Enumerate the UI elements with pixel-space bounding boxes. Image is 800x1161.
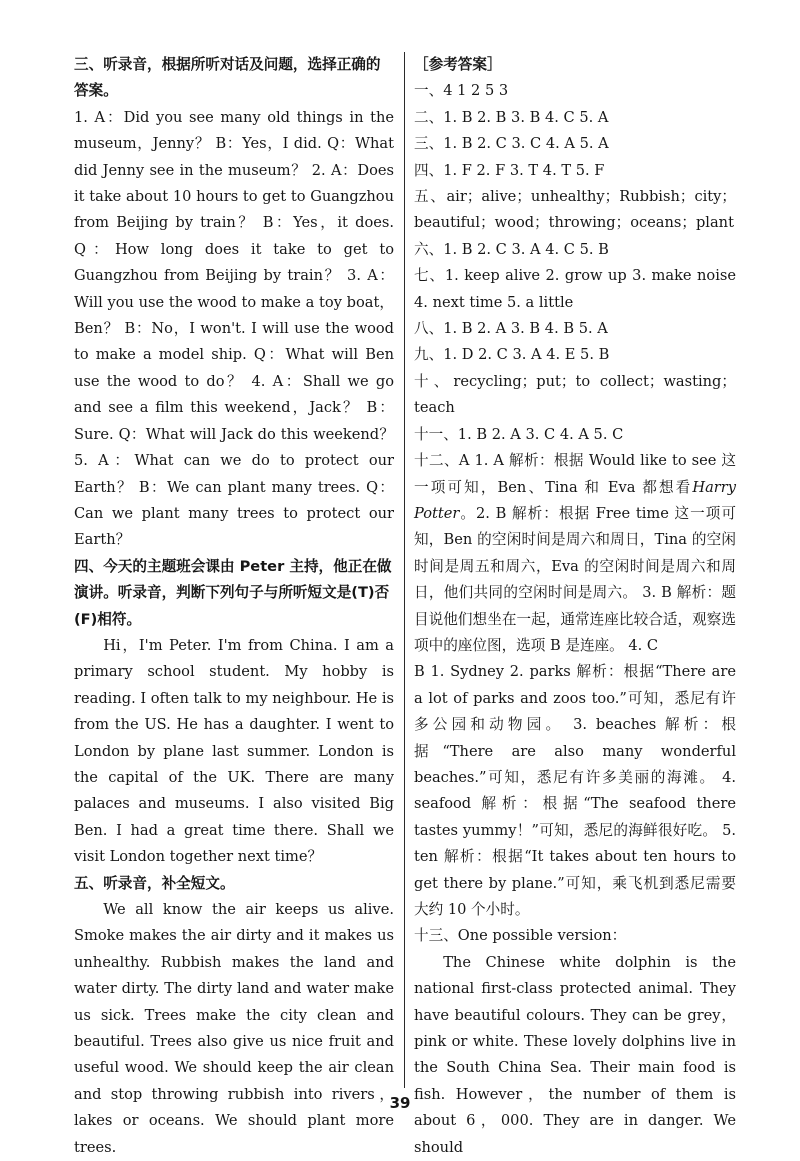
answer-8: 八、1. B 2. A 3. B 4. B 5. A: [414, 320, 608, 338]
answer-12a-rest: 2. B 解析：根据 Free time 这一项可知，Ben 的空闲时间是周六和周日，Tina 的空闲时间是周五和周六，Eva 的空闲时间是周六和周日，他们共同的空闲时间是周六。 3. B 解析：题目说他们想坐在一起，通常连座比较合适，观察选项中的座位图，选项 B 是连座。 4. C: [414, 504, 736, 654]
page-number: 39: [389, 1094, 411, 1112]
answer-12a-book-title: Harry Potter: [414, 478, 736, 522]
answer-9: 九、1. D 2. C 3. A 4. E 5. B: [414, 346, 610, 364]
section-3-transcript: 1. A：Did you see many old things in the museum，Jenny？ B：Yes，I did. Q：What did Jenny see in the museum？ 2. A：Does it take about 10 hours to get to Guangzhou from Beijing by train？ B：Yes，it does. Q：How long does it take to get to Guangzhou from Beijing by train？ 3. A：Will you use the wood to make a toy boat，Ben？ B：No，I won't. I will use the wood to make a model ship. Q：What will Ben use the wood to do？ 4. A：Shall we go and see a film this weekend，Jack？ B：Sure. Q：What will Jack do this weekend？ 5. A：What can we do to protect our Earth？ B：We can plant many trees. Q：Can we plant many trees to protect our Earth？: [74, 108, 394, 549]
answer-key-header: ［参考答案］: [414, 56, 502, 73]
answer-13-title: 十三、One possible version：: [414, 927, 627, 945]
answer-3: 三、1. B 2. C 3. C 4. A 5. A: [414, 135, 609, 153]
left-column: [74, 52, 394, 1161]
right-column: [414, 52, 736, 1161]
answer-4: 四、1. F 2. F 3. T 4. T 5. F: [414, 161, 605, 179]
answer-12b: B 1. Sydney 2. parks 解析：根据“There are a lot of parks and zoos too.”可知，悉尼有许多公园和动物园。 3. beaches 解析：根据“There are also many wonderful beaches.”可知，悉尼有许多美丽的海滩。 4. seafood 解析：根据“The seafood there tastes yummy！”可知，悉尼的海鲜很好吃。 5. ten 解析：根据“It takes about ten hours to get there by plane.”可知，乘飞机到悉尼需要大约 10 个小时。: [414, 663, 736, 918]
answer-13-essay: The Chinese white dolphin is the national first-class protected animal. They have beautiful colours. They can be grey，pink or white. These lovely dolphins live in the South China Sea. Their main food is fish. However，the number of them is about 6，000. They are in danger. We should: [414, 953, 736, 1156]
answer-12a: [414, 448, 736, 659]
answer-10: 十、recycling；put；to collect；wasting；teach: [414, 372, 736, 417]
section-4-title: 四、今天的主题班会课由 Peter 主持，他正在做演讲。听录音，判断下列句子与所听短文是(T)否(F)相符。: [74, 557, 392, 628]
answer-12a-period: 。: [459, 504, 477, 522]
answer-6: 六、1. B 2. C 3. A 4. C 5. B: [414, 240, 609, 258]
section-5-title: 五、听录音，补全短文。: [74, 874, 235, 892]
section-3-title: 三、听录音，根据所听对话及问题，选择正确的答案。: [74, 56, 381, 100]
answer-2: 二、1. B 2. B 3. B 4. C 5. A: [414, 108, 609, 126]
answer-5: 五、air；alive；unhealthy；Rubbish；city；beautiful；wood；throwing；oceans；plant: [414, 188, 736, 232]
section-4-transcript: Hi，I'm Peter. I'm from China. I am a primary school student. My hobby is reading. I often talk to my neighbour. He is from the US. He has a daughter. I went to London by plane last summer. London is the capital of the UK. There are many palaces and museums. I also visited Big Ben. I had a great time there. Shall we visit London together next time？: [74, 636, 394, 866]
column-divider: [404, 52, 405, 1088]
answer-1: 一、4 1 2 5 3: [414, 82, 509, 100]
answer-7: 七、1. keep alive 2. grow up 3. make noise 4. next time 5. a little: [414, 267, 736, 311]
answer-12a-text: 十二、A 1. A 解析：根据 Would like to see 这一项可知，Ben、Tina 和 Eva 都想看: [414, 452, 736, 496]
section-5-transcript: We all know the air keeps us alive. Smoke makes the air dirty and it makes us unhealthy. Rubbish makes the land and water dirty. The dirty land and water make us sick. Trees make the city clean and beautiful. Trees also give us nice fruit and useful wood. We should keep the air clean and stop throwing rubbish into rivers，lakes or oceans. We should plant more trees.: [74, 901, 394, 1156]
answer-11: 十一、1. B 2. A 3. C 4. A 5. C: [414, 425, 624, 443]
